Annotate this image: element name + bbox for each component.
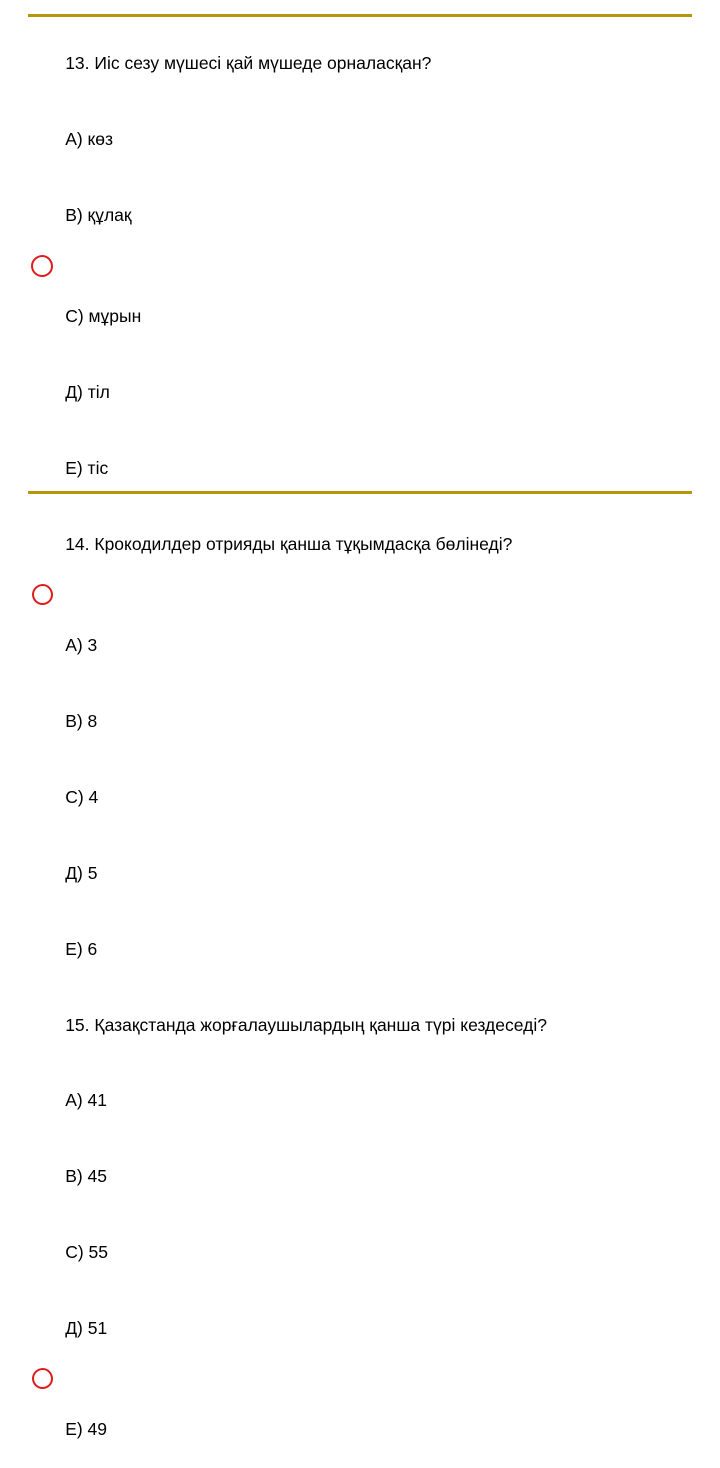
- question-13-option-d-text: Д) тіл: [65, 382, 110, 403]
- question-14-option-b-text: В) 8: [65, 711, 98, 732]
- question-13-text: 13. Иіс сезу мүшесі қай мүшеде орналасқан?: [65, 53, 432, 74]
- question-13-option-a-text: А) көз: [65, 129, 113, 150]
- question-15-option-b-text: В) 45: [65, 1166, 108, 1187]
- question-15-option-c-text: С) 55: [65, 1242, 108, 1263]
- question-14-option-a-text: А) 3: [65, 635, 98, 656]
- question-13-option-a: [36, 102, 690, 178]
- question-14-option-d-text: Д) 5: [65, 862, 98, 883]
- question-15-option-e: [36, 1367, 690, 1468]
- answer-circle-icon: [32, 1368, 53, 1389]
- question-13-option-b: [36, 178, 690, 254]
- answer-circle-icon: [31, 255, 53, 277]
- question-14: [36, 507, 690, 583]
- question-15-option-e-text: Е) 49: [65, 1419, 108, 1440]
- question-13-option-d: [36, 355, 690, 431]
- question-15: [36, 987, 690, 1063]
- question-15-option-c: [36, 1215, 690, 1291]
- question-13-option-c: [36, 254, 690, 355]
- question-14-option-a: [36, 583, 690, 684]
- question-13-option-e-text: Е) тіс: [65, 458, 109, 479]
- question-15-option-d-text: Д) 51: [65, 1318, 108, 1339]
- question-14-option-b: [36, 684, 690, 760]
- question-14-option-e-text: Е) 6: [65, 938, 98, 959]
- question-15-text: 15. Қазақстанда жорғалаушылардың қанша түрі кездеседі?: [65, 1014, 547, 1035]
- question-13: [36, 26, 690, 102]
- question-13-option-e: [36, 431, 690, 507]
- question-14-option-c: [36, 760, 690, 836]
- question-15-option-b: [36, 1139, 690, 1215]
- answer-circle-icon: [32, 584, 53, 605]
- top-divider: [28, 14, 692, 17]
- question-15-option-a-text: А) 41: [65, 1090, 108, 1111]
- question-13-option-b-text: В) құлақ: [65, 205, 132, 226]
- question-14-option-e: [36, 911, 690, 987]
- bottom-divider: [28, 491, 692, 494]
- question-14-text: 14. Крокодилдер отрияды қанша тұқымдасқа бөлінеді?: [65, 533, 513, 554]
- question-14-option-d: [36, 836, 690, 912]
- question-13-option-c-text: С) мұрын: [65, 306, 142, 327]
- question-14-option-c-text: С) 4: [65, 786, 99, 807]
- question-15-option-d: [36, 1291, 690, 1367]
- question-15-option-a: [36, 1063, 690, 1139]
- quiz-content: [36, 26, 690, 1468]
